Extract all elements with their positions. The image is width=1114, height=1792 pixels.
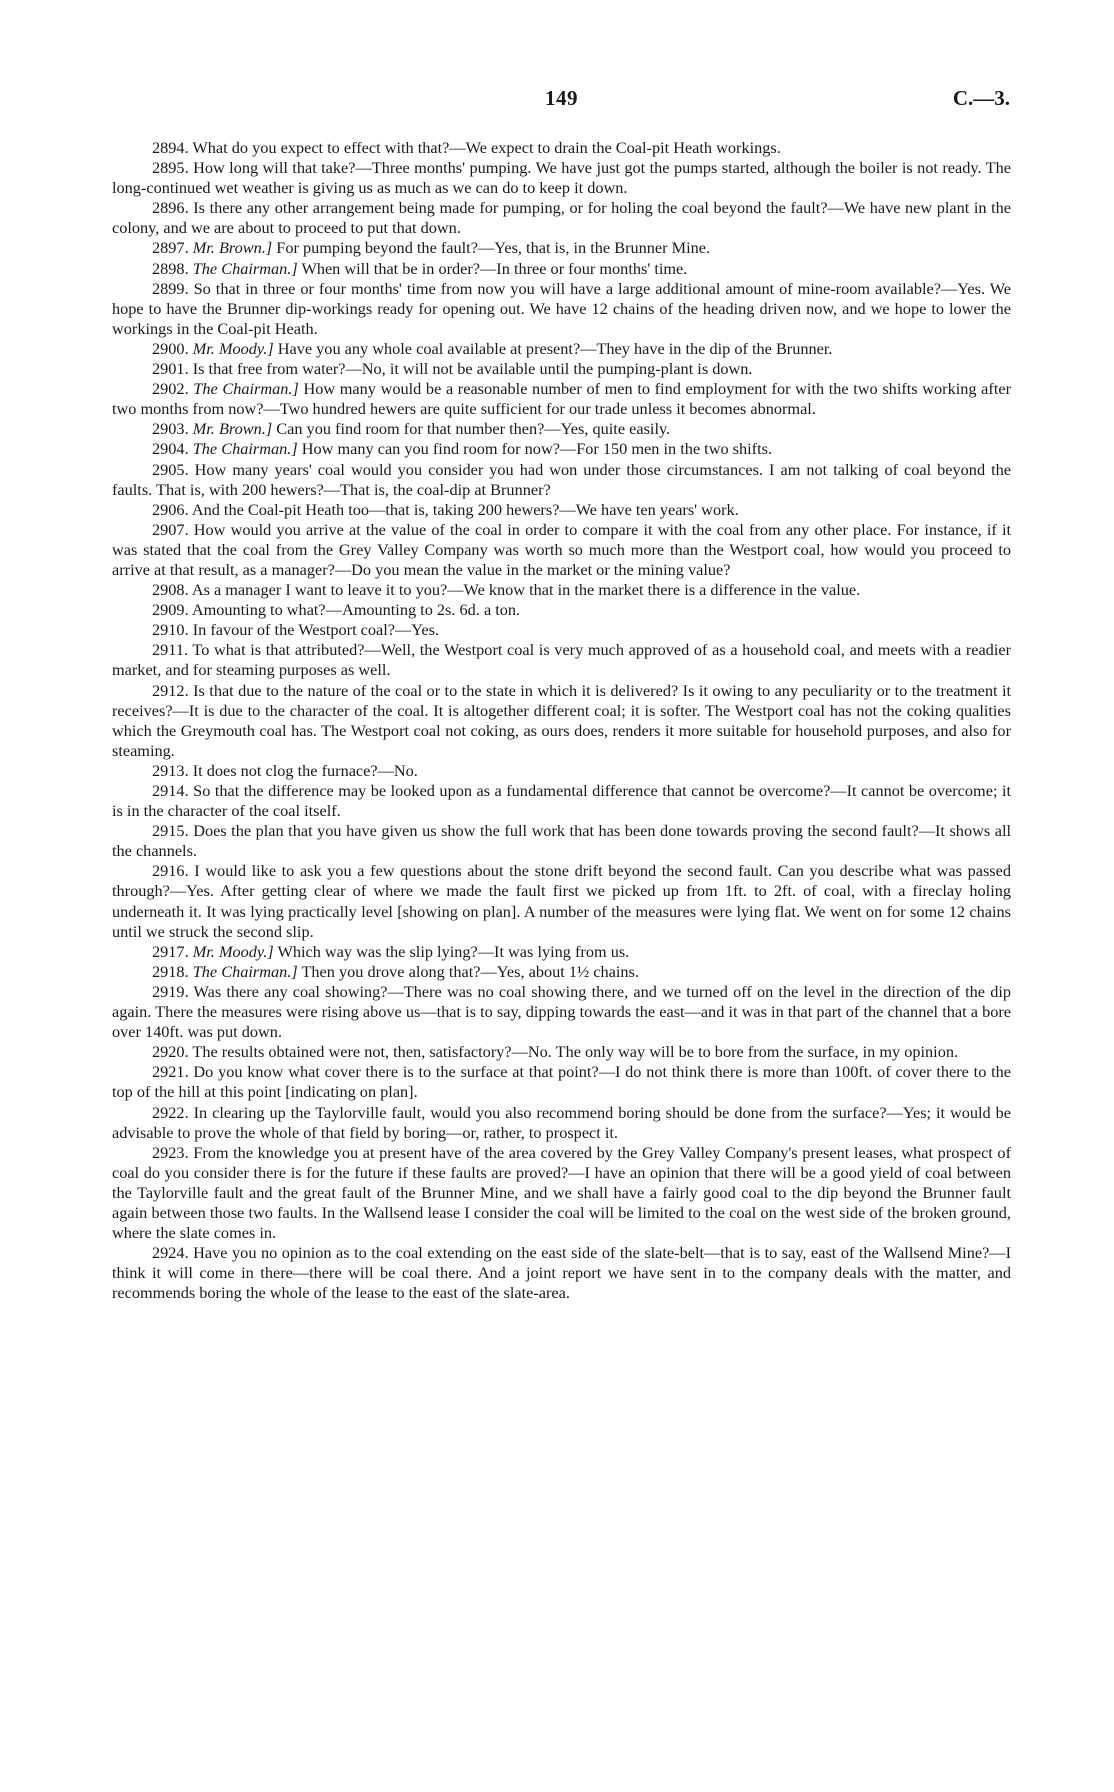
question-number: 2916. xyxy=(152,861,189,881)
page-number: 149 xyxy=(545,86,578,110)
question-number: 2901. xyxy=(152,359,189,379)
testimony-paragraph xyxy=(112,520,1011,580)
question-number: 2911. xyxy=(152,640,189,660)
testimony-text: How would you arrive at the value of the coal in order to compare it with the coal from any other place. For instance, if it was stated that the coal from the Grey Valley Company was worth so much more than the Westport coal, how would you proceed to arrive at that result, as a manager?—Do you mean the value in the market or the mining value? xyxy=(112,519,1011,579)
testimony-paragraph xyxy=(112,620,1011,640)
testimony-text: To what is that attributed?—Well, the Westport coal is very much approved of as a household coal, and meets with a readier market, and for steaming purposes as well. xyxy=(112,640,1011,680)
question-number: 2899. xyxy=(152,278,189,298)
testimony-text: What do you expect to effect with that?—We expect to drain the Coal-pit Heath workings. xyxy=(192,138,781,157)
testimony-paragraph xyxy=(112,379,1011,419)
page-header xyxy=(0,86,1114,116)
testimony-text: The results obtained were not, then, satisfactory?—No. The only way will be to bore from the surface, in my opinion. xyxy=(192,1042,959,1062)
testimony-paragraph xyxy=(112,1243,1011,1303)
testimony-text: Is that free from water?—No, it will not be available until the pumping-plant is down. xyxy=(192,359,753,379)
question-number: 2897. xyxy=(152,238,189,258)
question-number: 2914. xyxy=(152,781,189,800)
question-number: 2922. xyxy=(152,1102,189,1122)
testimony-paragraph xyxy=(112,600,1011,620)
question-number: 2905. xyxy=(152,459,189,479)
testimony-text: It does not clog the furnace?—No. xyxy=(192,760,418,780)
testimony-paragraph xyxy=(112,460,1011,500)
testimony-paragraph xyxy=(112,1143,1011,1243)
testimony-text: Have you any whole coal available at present?—They have in the dip of the Brunner. xyxy=(277,338,833,358)
testimony-text: Do you know what cover there is to the surface at that point?—I do not think there is more than 100ft. of cover there to the top of the hill at this point [indicating on plan]. xyxy=(112,1062,1011,1102)
question-number: 2909. xyxy=(152,600,189,620)
question-number: 2913. xyxy=(152,760,189,780)
testimony-text: Have you no opinion as to the coal extending on the east side of the slate-belt—that is to say, east of the Wallsend Mine?—I think it will come in there—there will be coal there. And a joint report we have sent in to the company deals with the matter, and recommends boring the whole of the lease to the east of the slate-area. xyxy=(112,1243,1012,1303)
testimony-text: So that the difference may be looked upon as a fundamental difference that cannot be overcome?—It cannot be overcome; it is in the character of the coal itself. xyxy=(112,781,1011,821)
speaker-name: The Chairman.] xyxy=(192,258,298,278)
testimony-paragraph xyxy=(112,158,1011,198)
testimony-text: Was there any coal showing?—There was no coal showing there, and we turned off on the level in the direction of the dip again. There the measures were rising above us—that is to say, dipping towards the east—and it was in that part of the channel that a bore over 140ft. was put down. xyxy=(112,981,1011,1042)
testimony-paragraph xyxy=(112,580,1011,600)
testimony-paragraph xyxy=(112,238,1011,258)
question-number: 2907. xyxy=(152,519,189,539)
speaker-name: Mr. Moody.] xyxy=(192,941,274,961)
testimony-paragraph xyxy=(112,681,1011,761)
question-number: 2921. xyxy=(152,1062,189,1082)
testimony-paragraph xyxy=(112,500,1011,520)
testimony-paragraph xyxy=(112,138,1011,158)
testimony-text: Then you drove along that?—Yes, about 1½ chains. xyxy=(301,961,639,981)
question-number: 2912. xyxy=(152,680,189,700)
testimony-text: Is there any other arrangement being made for pumping, or for holing the coal beyond the fault?—We have new plant in the colony, and we are about to proceed to put that down. xyxy=(112,198,1011,238)
question-number: 2915. xyxy=(152,821,189,841)
testimony-text: From the knowledge you at present have of the area covered by the Grey Valley Company's present leases, what prospect of coal do you consider there is for the future if these faults are proved?—I have an opinion that there will be a good yield of coal between the Taylorville fault and the great fault of the Brunner Mine, and we shall have a fairly good coal to the dip beyond the Brunner fault again between those two faults. In the Wallsend lease I consider the coal will be limited to the coal on the west side of the broken ground, where the slate comes in. xyxy=(112,1142,1011,1243)
speaker-name: The Chairman.] xyxy=(192,439,298,459)
testimony-paragraph xyxy=(112,640,1011,680)
speaker-name: The Chairman.] xyxy=(192,961,298,981)
testimony-text: How many can you find room for now?—For 150 men in the two shifts. xyxy=(301,439,773,459)
testimony-paragraph xyxy=(112,279,1011,339)
question-number: 2903. xyxy=(152,419,189,439)
testimony-text: For pumping beyond the fault?—Yes, that is, in the Brunner Mine. xyxy=(276,238,711,258)
testimony-paragraph xyxy=(112,419,1011,439)
document-reference: C.—3. xyxy=(952,86,1010,110)
testimony-paragraph xyxy=(112,339,1011,359)
testimony-text: Which way was the slip lying?—It was lying from us. xyxy=(277,941,630,961)
speaker-name: Mr. Brown.] xyxy=(192,419,273,439)
question-number: 2902. xyxy=(152,379,189,399)
speaker-name: Mr. Brown.] xyxy=(192,238,273,258)
testimony-text: So that in three or four months' time from now you will have a large additional amount of mine-room available?—Yes. We hope to have the Brunner dip-workings ready for opening out. We have 12 chains of the heading driven now, and we hope to lower the workings in the Coal-pit Heath. xyxy=(112,278,1011,338)
question-number: 2908. xyxy=(152,580,189,600)
testimony-paragraph xyxy=(112,1042,1011,1062)
question-number: 2910. xyxy=(152,620,189,640)
testimony-text: And the Coal-pit Heath too—that is, taking 200 hewers?—We have ten years' work. xyxy=(191,499,739,519)
page-body xyxy=(112,138,1011,1303)
question-number: 2904. xyxy=(152,439,189,459)
question-number: 2918. xyxy=(152,961,189,981)
testimony-paragraph xyxy=(112,259,1011,279)
question-number: 2919. xyxy=(152,981,189,1001)
testimony-text: Does the plan that you have given us show the full work that has been done towards proving the second fault?—It shows all the channels. xyxy=(112,821,1011,861)
testimony-text: How long will that take?—Three months' pumping. We have just got the pumps started, although the boiler is not ready. The long-continued wet weather is giving us as much as we can do to keep it down. xyxy=(112,158,1011,198)
question-number: 2923. xyxy=(152,1142,189,1162)
question-number: 2920. xyxy=(152,1042,189,1062)
testimony-paragraph xyxy=(112,781,1011,821)
testimony-text: In clearing up the Taylorville fault, would you also recommend boring should be done from the surface?—Yes; it would be advisable to prove the whole of that field by boring—or, rather, to prospect it. xyxy=(112,1102,1011,1142)
testimony-paragraph xyxy=(112,962,1011,982)
testimony-text: Is that due to the nature of the coal or to the state in which it is delivered? Is it owing to any peculiarity or to the treatment it receives?—It is due to the character of the coal. It is altogether different coal; it is softer. The Westport coal has not the coking qualities which the Greymouth coal has. The Westport coal not coking, as ours does, renders it more suitable for household purposes, and also for steaming. xyxy=(112,680,1011,760)
testimony-paragraph xyxy=(112,359,1011,379)
testimony-text: When will that be in order?—In three or four months' time. xyxy=(301,258,688,278)
testimony-paragraph xyxy=(112,861,1011,941)
testimony-paragraph xyxy=(112,198,1011,238)
testimony-paragraph xyxy=(112,1103,1011,1143)
question-number: 2895. xyxy=(152,158,189,178)
testimony-paragraph xyxy=(112,942,1011,962)
testimony-text: How many would be a reasonable number of men to find employment for with the two shifts working after two months from now?—Two hundred hewers are quite sufficient for our trade unless it becomes abnormal. xyxy=(112,379,1011,419)
testimony-paragraph xyxy=(112,1062,1011,1102)
testimony-text: I would like to ask you a few questions about the stone drift beyond the second fault. Can you describe what was passed through?—Yes. After getting clear of where we made the fault first we picked up from 1ft. to 2ft. of coal, with a fireclay holing underneath it. It was lying practically level [showing on plan]. A number of the measures were lying flat. We went on for some 12 chains until we struck the second slip. xyxy=(112,861,1011,941)
speaker-name: The Chairman.] xyxy=(193,379,299,399)
testimony-text: In favour of the Westport coal?—Yes. xyxy=(192,620,440,640)
testimony-paragraph xyxy=(112,439,1011,459)
question-number: 2898. xyxy=(152,258,189,278)
testimony-paragraph xyxy=(112,821,1011,861)
question-number: 2906. xyxy=(152,499,189,519)
question-number: 2924. xyxy=(152,1243,189,1263)
question-number: 2900. xyxy=(152,338,189,358)
speaker-name: Mr. Moody.] xyxy=(192,338,274,358)
testimony-text: As a manager I want to leave it to you?—We know that in the market there is a difference in the value. xyxy=(191,580,861,600)
testimony-paragraph xyxy=(112,761,1011,781)
question-number: 2917. xyxy=(152,941,189,961)
testimony-paragraph xyxy=(112,982,1011,1042)
testimony-text: Can you find room for that number then?—Yes, quite easily. xyxy=(276,419,671,439)
testimony-text: Amounting to what?—Amounting to 2s. 6d. a ton. xyxy=(191,600,521,620)
question-number: 2894. xyxy=(152,138,189,157)
question-number: 2896. xyxy=(152,198,189,218)
testimony-text: How many years' coal would you consider you had won under those circumstances. I am not talking of coal beyond the faults. That is, with 200 hewers?—That is, the coal-dip at Brunner? xyxy=(112,459,1011,499)
